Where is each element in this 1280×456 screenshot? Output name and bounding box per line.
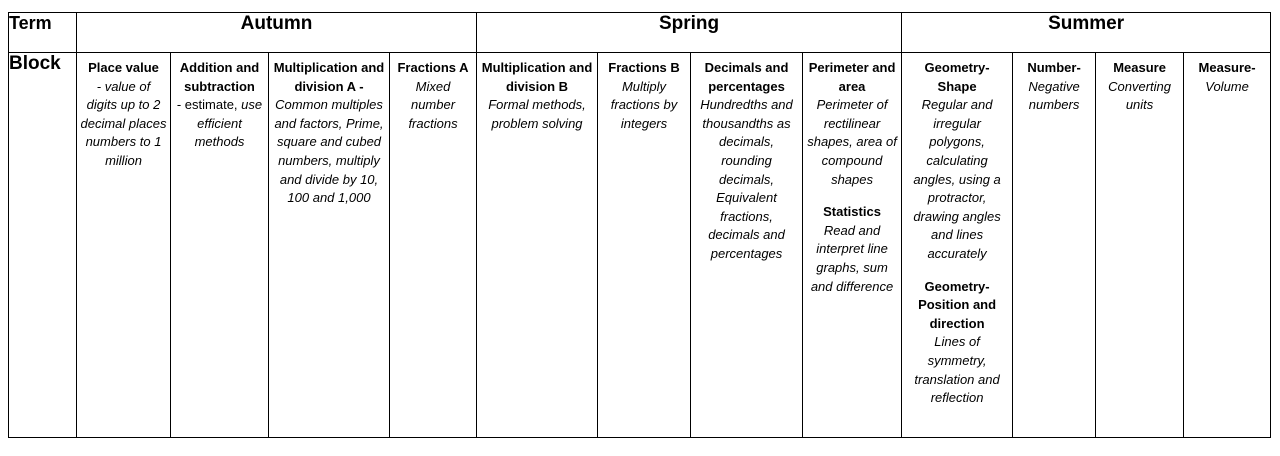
block-fractions-b [598, 53, 691, 438]
block-body: Converting units [1108, 78, 1171, 113]
block-body: Multiply fractions by integers [610, 78, 678, 131]
block-title: Place value [88, 60, 159, 75]
term-autumn: Autumn [77, 13, 477, 53]
position-direction-title: Geometry- Position and direction [918, 278, 997, 331]
block-title: Measure- [1198, 60, 1256, 75]
block-title: Decimals and percentages [704, 60, 789, 94]
block-body: Common multiples and factors, Prime, square and cubed numbers, multiply and divide by 10, 100 and 1,000 [274, 97, 384, 206]
statistics-body: Read and interpret line graphs, sum and difference [810, 222, 894, 294]
block-body [174, 96, 265, 152]
block-title: Geometry- Shape [924, 60, 990, 94]
term-label: Term [9, 13, 77, 53]
curriculum-table [8, 12, 1271, 438]
block-label: Block [9, 53, 77, 438]
block-decimals-percentages [691, 53, 803, 438]
block-title: Measure [1113, 60, 1166, 75]
block-geometry-shape [902, 53, 1013, 438]
block-body: Hundredths and thousandths as decimals, rounding decimals, Equivalent fractions, decimals and percentages [700, 97, 793, 261]
block-title: Multiplication and division A - [273, 60, 385, 94]
block-body-2: problem solving [491, 115, 583, 131]
block-body: Negative numbers [1028, 78, 1080, 113]
block-multiplication-division-b [477, 53, 598, 438]
block-place-value [77, 53, 171, 438]
block-body-prefix: - estimate, [176, 97, 238, 113]
block-body: Mixed number fractions [408, 78, 458, 131]
block-measure-volume [1184, 53, 1271, 438]
block-body: Formal methods, [488, 97, 586, 113]
block-title: Perimeter and area [808, 60, 896, 94]
block-body: Perimeter of rectilinear shapes, area of compound shapes [807, 97, 897, 187]
block-body: - value of digits up to 2 decimal places numbers to 1 million [80, 78, 167, 168]
block-addition-subtraction [171, 53, 269, 438]
block-body: Volume [1205, 78, 1249, 94]
block-title: Multiplication and division B [481, 60, 593, 94]
term-summer: Summer [902, 13, 1271, 53]
block-number-negative [1013, 53, 1096, 438]
block-measure-converting [1096, 53, 1184, 438]
block-multiplication-division-a [269, 53, 390, 438]
block-row [9, 53, 1271, 438]
statistics-title: Statistics [823, 204, 881, 220]
block-title: Number- [1027, 60, 1081, 75]
term-row [9, 13, 1271, 53]
block-body: Regular and irregular polygons, calculating angles, using a protractor, drawing angles and lines accurately [913, 97, 1001, 261]
block-body-text: use efficient methods [194, 97, 263, 150]
position-direction-body: Lines of symmetry, translation and reflection [914, 334, 1000, 406]
block-perimeter-area [803, 53, 902, 438]
block-title: Fractions B [608, 60, 680, 75]
block-fractions-a [390, 53, 477, 438]
term-spring: Spring [477, 13, 902, 53]
block-title: Fractions A [397, 60, 469, 75]
block-title: Addition and subtraction [179, 60, 260, 94]
